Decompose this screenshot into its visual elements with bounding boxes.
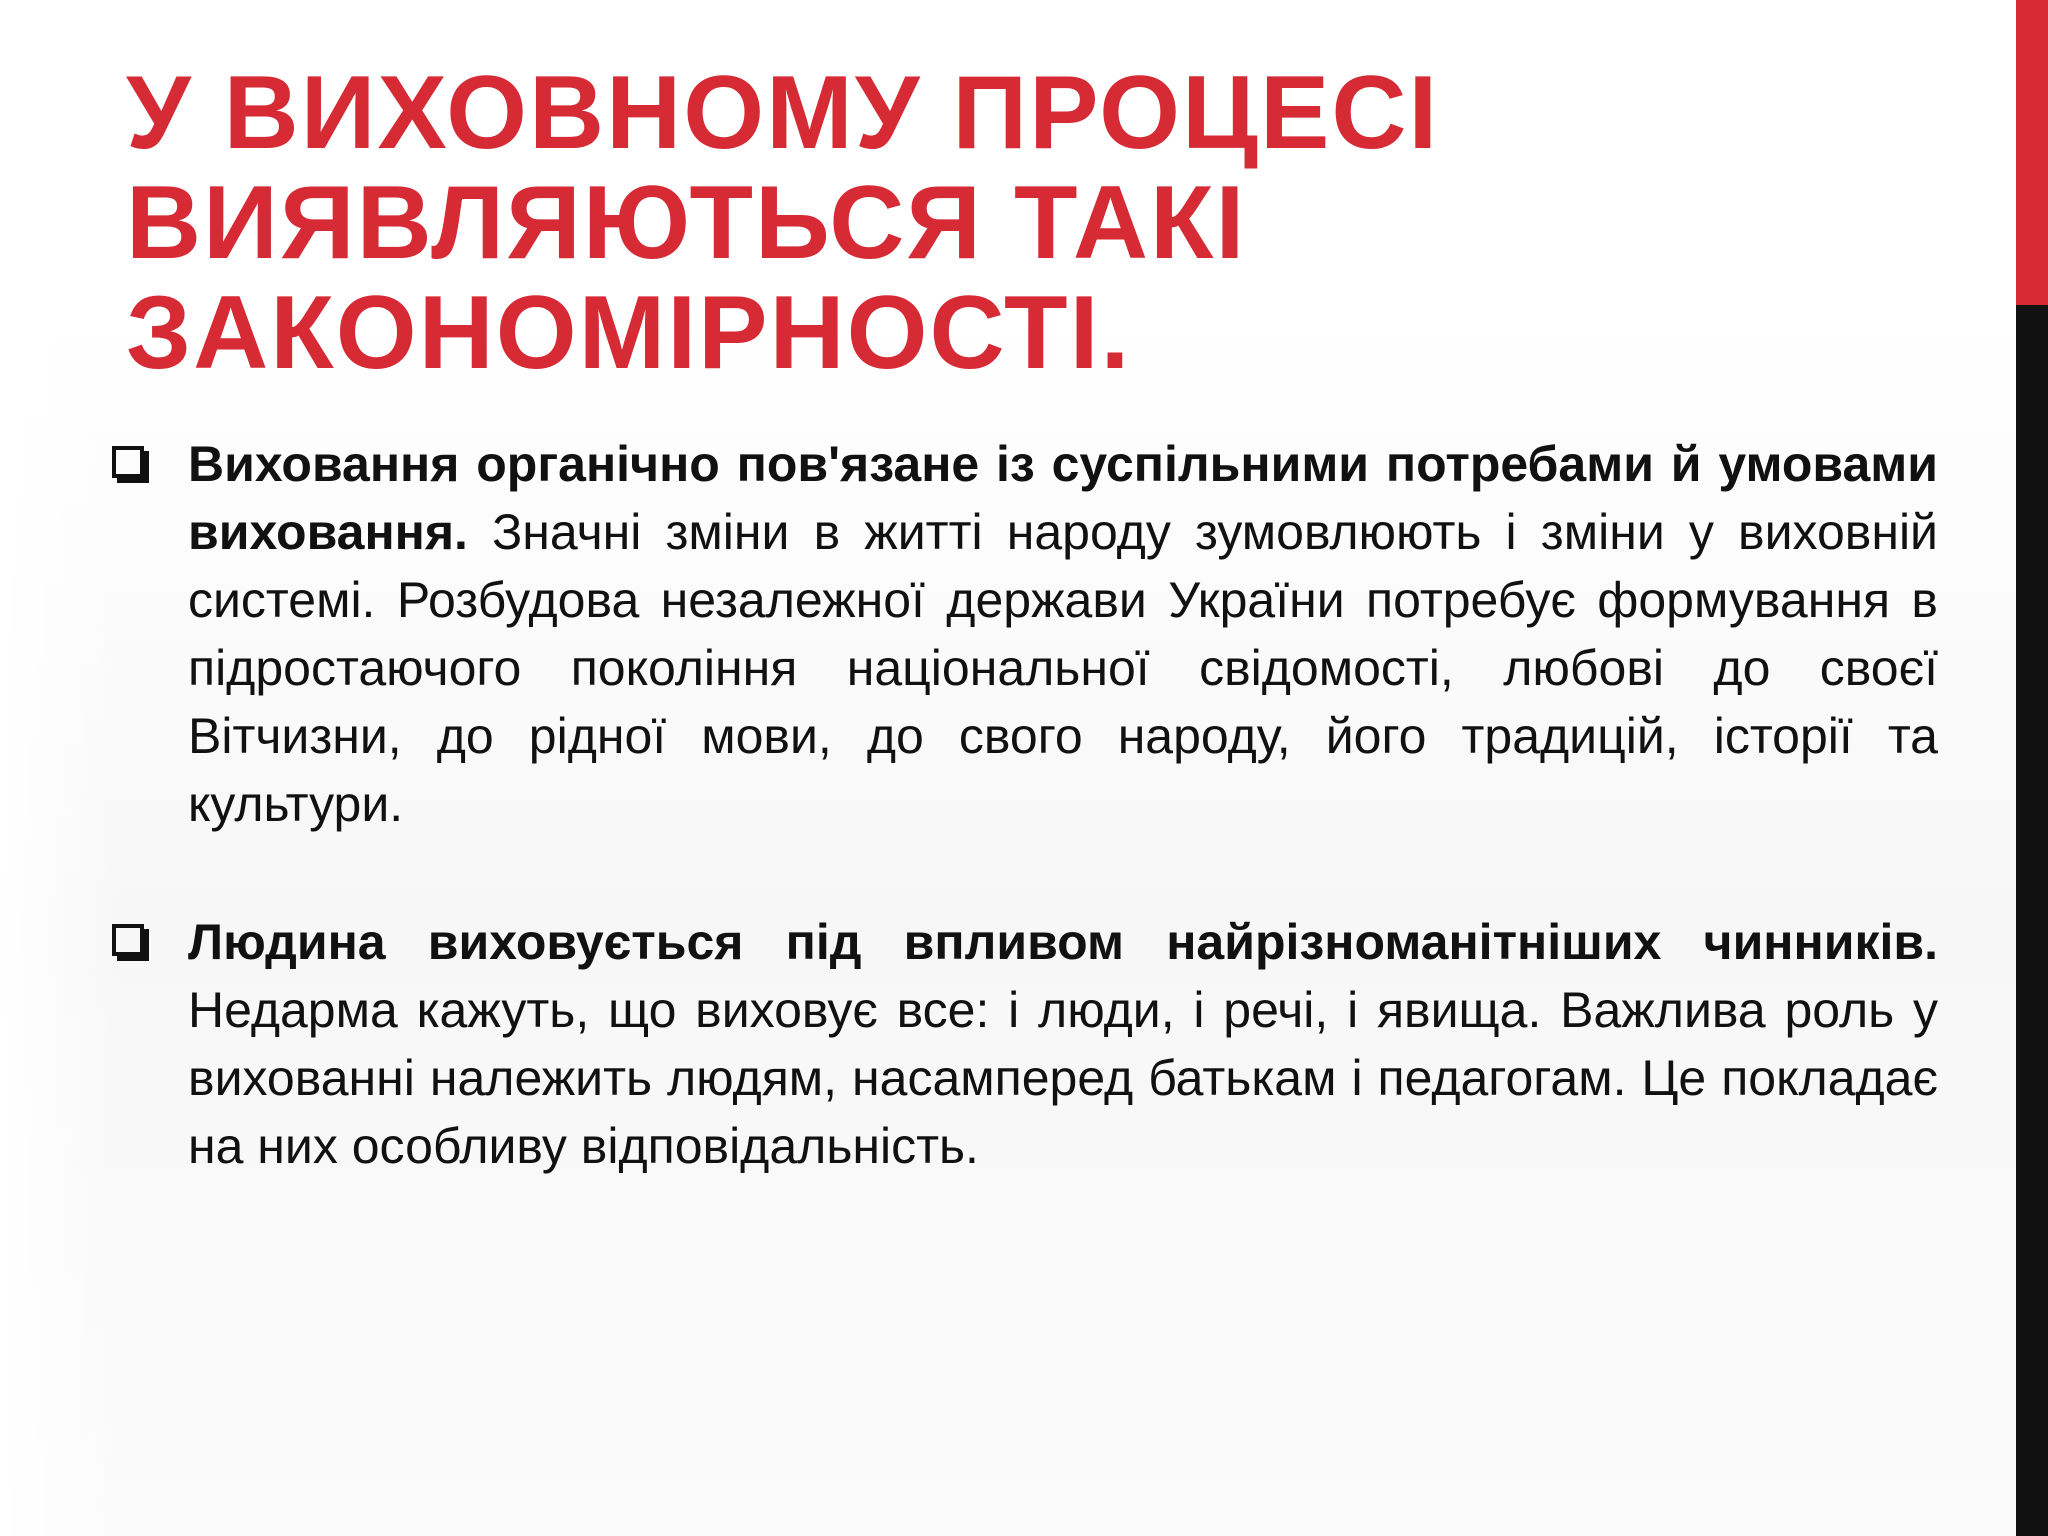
bullet-paragraph-1-text: [188, 430, 1938, 838]
slide-title: [126, 55, 1626, 391]
right-red-accent-bar: [2016, 0, 2048, 305]
slide-title-line-3: ЗАКОНОМІРНОСТІ.: [126, 275, 1132, 391]
slide-title-line-2: ВИЯВЛЯЮТЬСЯ ТАКІ: [126, 165, 1247, 281]
bullet-1-regular-text: Значні зміни в житті народу зумовлюють і зміни у виховній системі. Розбудова незалежної держави України потребує формування в підростаючого покоління національної свідомості, любові до своєї Вітчизни, до рідної мови, до свого народу, його традицій, історії та культури.: [188, 504, 1938, 832]
bullet-2-regular-text: Недарма кажуть, що виховує все: і люди, і речі, і явища. Важлива роль у вихованні належить людям, насамперед батькам і педагогам. Це покладає на них особливу відповідальність.: [188, 982, 1938, 1174]
bullet-paragraph-2-text: [188, 908, 1938, 1180]
slide-title-line-1: У ВИХОВНОМУ ПРОЦЕСІ: [126, 55, 1440, 171]
bullet-2-bold-text: Людина виховується під впливом найрізноманітніших чинників.: [188, 914, 1938, 970]
bullet-1-bold-text: Виховання органічно пов'язане із суспільними потребами й умовами виховання.: [188, 436, 1938, 560]
hollow-square-bullet-icon: [112, 446, 144, 478]
bullet-paragraph-1: [112, 430, 1938, 838]
hollow-square-bullet-icon: [112, 924, 144, 956]
left-gradient-decoration: [0, 0, 120, 1536]
right-dark-accent-bar: [2016, 305, 2048, 1536]
bullet-paragraph-2: [112, 908, 1938, 1180]
